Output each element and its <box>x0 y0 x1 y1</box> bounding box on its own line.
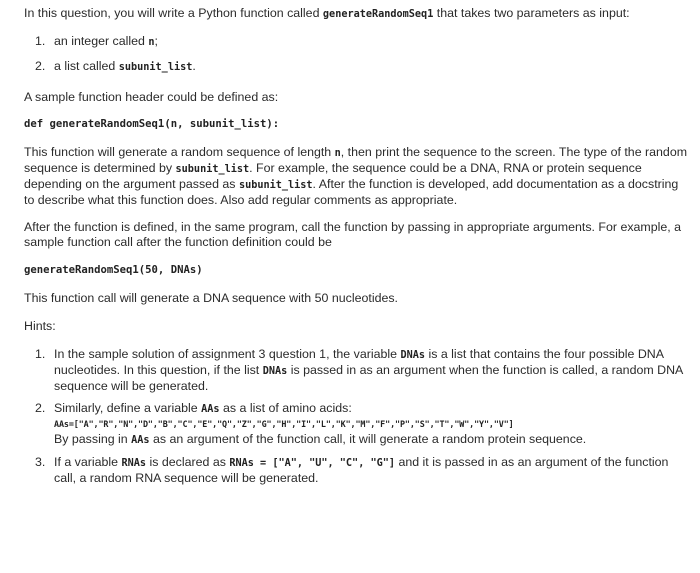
description-text-2: , then print the sequence to the screen. The type of the random sequence is determined by <box>24 145 688 175</box>
parameter-code: subunit_list <box>118 62 193 73</box>
hint-text: as an argument of the function call, it will generate a random protein sequence. <box>149 432 587 446</box>
hint-number: 3. <box>35 455 46 469</box>
parameter-item <box>24 34 688 50</box>
hints-label: Hints: <box>24 319 56 333</box>
description-text-3: . For example, the sequence could be a DNA, RNA or protein sequence depending on the argument passed as <box>24 161 642 191</box>
parameter-text: an integer called <box>54 34 149 48</box>
intro-function-name: generateRandomSeq1 <box>322 9 434 20</box>
hint-item <box>24 401 688 448</box>
hint-code-rnas: RNAs <box>121 458 147 469</box>
description-text-4: . After the function is developed, add documentation as a docstring to describe what this function does. Also add regular comments as appropriate. <box>24 177 679 207</box>
call-result-text: This function call will generate a DNA sequence with 50 nucleotides. <box>24 291 398 305</box>
parameter-number: 2. <box>35 59 46 73</box>
hint-item <box>24 455 688 486</box>
description-code-subunit-list-2: subunit_list <box>238 180 313 191</box>
parameter-item <box>24 59 688 75</box>
hint-code-aas: AAs <box>131 435 150 446</box>
description-code-n: n <box>334 148 341 159</box>
hint-text: is a list that contains the four possible DNA nucleotides. In this question, if the list <box>54 347 664 377</box>
amino-acid-list-code: AAs=["A","R","N","D","B","C","E","Q","Z","G","H","I","L","K","M","F","P","S","T","W","Y","V"] <box>54 419 514 429</box>
hint-text: By passing in <box>54 432 132 446</box>
parameter-text: a list called <box>54 59 119 73</box>
hint-code-rnas-declaration: RNAs = ["A", "U", "C", "G"] <box>229 458 395 469</box>
hint-code-dnas: DNAs <box>400 350 426 361</box>
hint-number: 1. <box>35 347 46 361</box>
hint-text: If a variable <box>54 455 122 469</box>
parameter-suffix: ; <box>154 34 158 48</box>
description-text-1: This function will generate a random sequence of length <box>24 145 335 159</box>
hint-text: Similarly, define a variable <box>54 401 202 415</box>
parameter-number: 1. <box>35 34 46 48</box>
hint-item <box>24 347 688 394</box>
hint-text: is passed in as an argument when the function is called, a random DNA sequence will be generated. <box>54 363 683 393</box>
hint-code-aas: AAs <box>201 404 220 415</box>
hint-number: 2. <box>35 401 46 415</box>
intro-text-2: that takes two parameters as input: <box>433 6 630 20</box>
hint-line <box>54 401 688 417</box>
hint-text: as a list of amino acids: <box>219 401 352 415</box>
call-intro-paragraph: After the function is defined, in the same program, call the function by passing in appropriate arguments. For example, a sample function call after the function definition could be <box>24 220 682 249</box>
intro-paragraph <box>24 6 688 22</box>
hint-text: In the sample solution of assignment 3 question 1, the variable <box>54 347 401 361</box>
hints-list <box>24 347 688 486</box>
header-intro: A sample function header could be defined as: <box>24 90 279 104</box>
description-code-subunit-list: subunit_list <box>175 164 250 175</box>
hint-line <box>54 432 688 448</box>
hint-text: is declared as <box>146 455 230 469</box>
parameter-suffix: . <box>192 59 196 73</box>
hint-text: and it is passed in as an argument of the function call, a random RNA sequence will be generated. <box>54 455 669 485</box>
description-paragraph <box>24 145 688 208</box>
hint-code-dnas: DNAs <box>262 366 288 377</box>
parameter-code: n <box>148 37 155 48</box>
parameter-list <box>24 34 688 75</box>
function-header-code: def generateRandomSeq1(n, subunit_list): <box>24 118 280 130</box>
document-page <box>24 6 688 486</box>
function-call-code: generateRandomSeq1(50, DNAs) <box>24 264 203 276</box>
intro-text-1: In this question, you will write a Python function called <box>24 6 323 20</box>
